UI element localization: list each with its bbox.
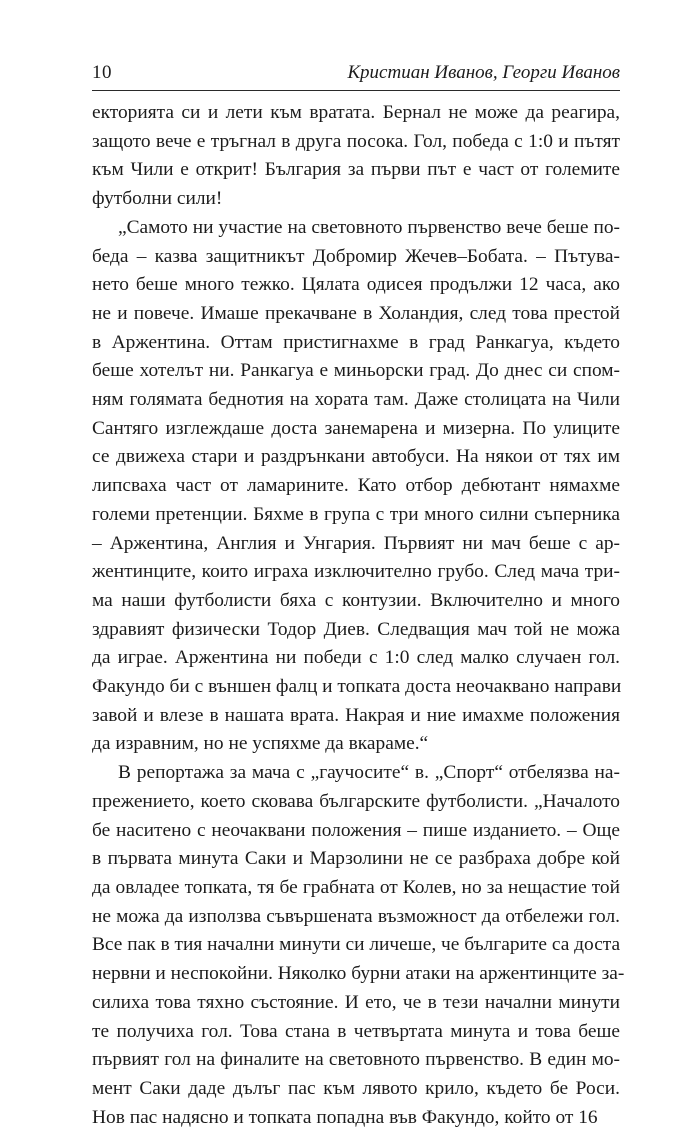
text-line: мент Саки даде дълъг пас към лявото крило, където бе Роси.	[92, 1077, 620, 1099]
text-line: здравият физически Тодор Диев. Следващия мач той не можа	[92, 618, 620, 640]
text-line: не и повече. Имаше прекачване в Холандия, след това престой	[92, 302, 620, 324]
text-line: Сантяго изглеждаше доста занемарена и мизерна. По улиците	[92, 417, 620, 439]
text-line: бе наситено с неочаквани положения – пише изданието. – Още	[92, 819, 620, 841]
paragraph	[92, 99, 620, 214]
paragraph	[92, 214, 620, 759]
text-line: в Аржентина. Оттам пристигнахме в град Ранкагуа, където	[92, 331, 620, 353]
text-line: да овладее топката, тя бе грабната от Колев, но за нещастие той	[92, 876, 620, 898]
text-line: първият гол на финалите на световното първенство. В един мо-	[92, 1049, 620, 1071]
text-line: „Самото ни участие на световното първенство вече беше по-	[118, 216, 620, 238]
text-line: екторията си и лети към вратата. Бернал не може да реагира,	[92, 102, 620, 123]
text-line: към Чили е открит! България за първи път е част от големите	[92, 159, 620, 181]
running-head-authors: Кристиан Иванов, Георги Иванов	[347, 62, 620, 83]
text-line: жентинците, които играха изключително грубо. След мача три-	[92, 561, 620, 583]
text-line: защото вече е тръгнал в друга посока. Гол, победа с 1:0 и пътят	[92, 130, 620, 152]
text-line: да играе. Аржентина ни победи с 1:0 след малко случаен гол.	[92, 647, 620, 669]
text-line: футболни сили!	[92, 188, 223, 210]
running-head	[92, 62, 620, 91]
text-line: В репортажа за мача с „гаучосите“ в. „Спорт“ отбелязва на-	[118, 762, 620, 784]
text-line: силиха това тяхно състояние. И ето, че в тези начални минути	[92, 991, 620, 1013]
text-line: да изравним, но не успяхме да вкараме.“	[92, 733, 429, 755]
book-page	[92, 62, 625, 1132]
text-line: завой и влезе в нашата врата. Накрая и ние имахме положения	[92, 704, 620, 726]
text-line: ма наши футболисти бяха с контузии. Включително и много	[92, 589, 620, 611]
text-line: нервни и неспокойни. Няколко бурни атаки на аржентинците за-	[92, 963, 625, 985]
text-line: Нов пас надясно и топката попадна във Факундо, който от 16	[92, 1106, 598, 1128]
text-line: не можа да използва съвършената възможност да отбележи гол.	[92, 905, 620, 927]
text-line: те получиха гол. Това стана в четвъртата минута и това беше	[92, 1020, 620, 1042]
text-line: Все пак в тия начални минути си личеше, че българите са доста	[92, 934, 621, 956]
text-line: в първата минута Саки и Марзолини не се разбраха добре кой	[92, 848, 620, 870]
text-line: ням голямата беднотия на хората там. Даже столицата на Чили	[92, 389, 620, 411]
text-line: беда – казва защитникът Добромир Жечев–Бобата. – Пътува-	[92, 245, 620, 267]
text-line: – Аржентина, Англия и Унгария. Първият ни мач беше с ар-	[92, 532, 620, 554]
text-line: Факундо би с външен фалц и топката доста неочаквано направи	[92, 676, 622, 698]
paragraph	[92, 759, 625, 1132]
text-line: беше хотелът ни. Ранкагуа е миньорски град. До днес си спом-	[92, 360, 620, 382]
text-line: прежението, което сковава българските футболисти. „Началото	[92, 790, 620, 812]
text-line: големи претенции. Бяхме в група с три много силни съперника	[92, 503, 620, 525]
text-line: липсваха част от ламарините. Като отбор дебютант нямахме	[92, 475, 620, 497]
text-line: нето беше много тежко. Цялата одисея продължи 12 часа, ако	[92, 274, 620, 296]
text-line: се движеха стари и раздрънкани автобуси. На някои от тях им	[92, 446, 620, 468]
page-number: 10	[92, 62, 112, 83]
body-text	[92, 99, 625, 1132]
